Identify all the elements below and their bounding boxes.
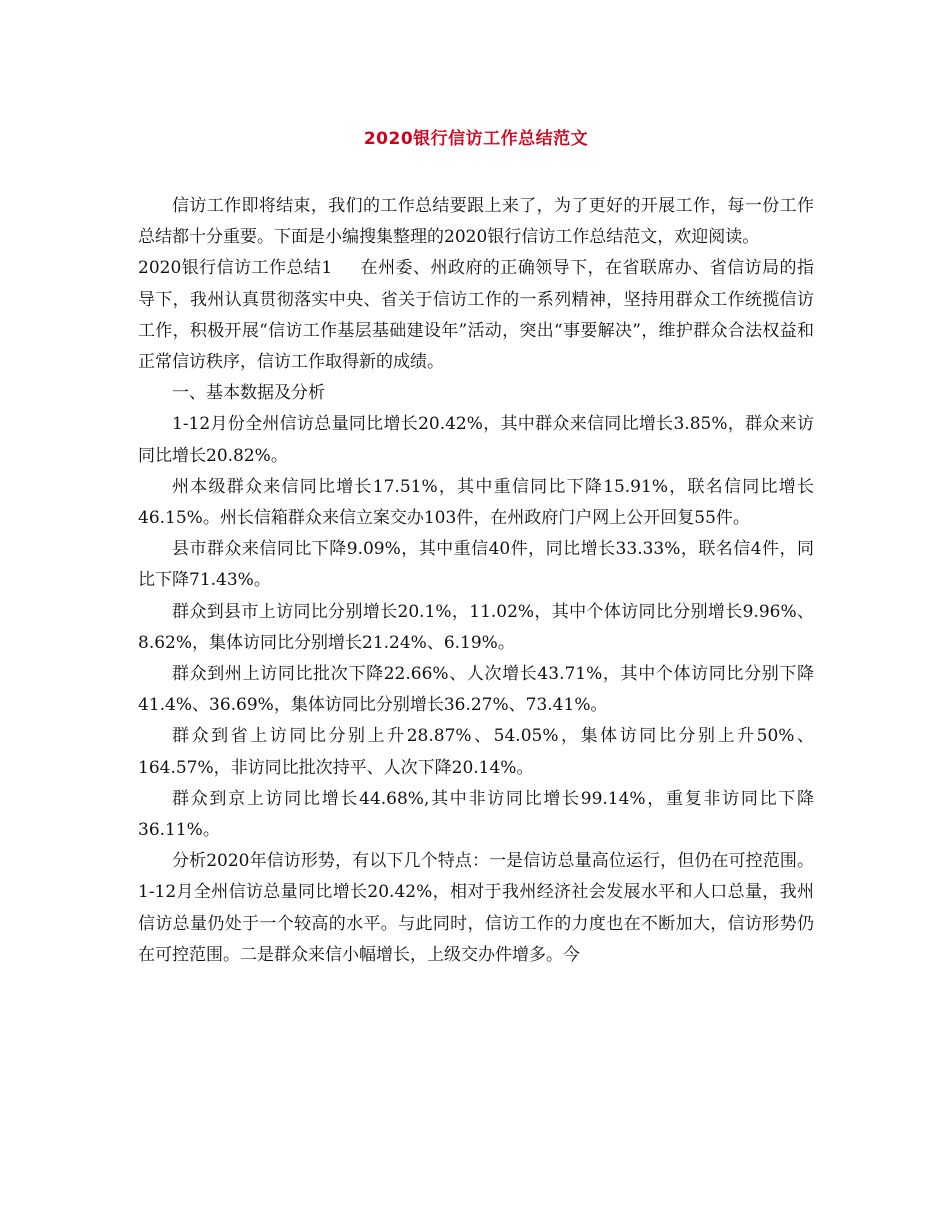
data-paragraph: 群众到省上访同比分别上升28.87%、54.05%，集体访同比分别上升50%、164.57%，非访同比批次持平、人次下降20.14%。 bbox=[138, 726, 814, 778]
data-paragraph: 群众到县市上访同比分别增长20.1%，11.02%，其中个体访同比分别增长9.96%、8.62%，集体访同比分别增长21.24%、6.19%。 bbox=[138, 601, 814, 653]
data-paragraph: 县市群众来信同比下降9.09%，其中重信40件，同比增长33.33%，联名信4件，同比下降71.43%。 bbox=[138, 539, 814, 591]
intro-paragraph: 信访工作即将结束，我们的工作总结要跟上来了，为了更好的开展工作，每一份工作总结都十分重要。下面是小编搜集整理的2020银行信访工作总结范文，欢迎阅读。 bbox=[138, 196, 814, 248]
analysis-paragraph: 分析2020年信访形势，有以下几个特点：一是信访总量高位运行，但仍在可控范围。1-12月全州信访总量同比增长20.42%，相对于我州经济社会发展水平和人口总量，我州信访总量仍处于一个较高的水平。与此同时，信访工作的力度也在不断加大，信访形势仍在可控范围。二是群众来信小幅增长，上级交办件增多。今 bbox=[138, 851, 814, 965]
document-title: 2020银行信访工作总结范文 bbox=[363, 129, 589, 149]
subheading: 一、基本数据及分析 bbox=[172, 383, 325, 404]
data-paragraph: 群众到京上访同比增长44.68%,其中非访同比增长99.14%，重复非访同比下降36.11%。 bbox=[138, 788, 814, 841]
document-body bbox=[138, 191, 814, 971]
section-text: 在州委、州政府的正确领导下，在省联席办、省信访局的指导下，我州认真贯彻落实中央、省关于信访工作的一系列精神，坚持用群众工作统揽信访工作，积极开展“信访工作基层基础建设年”活动，突出“事要解决”，维护群众合法权益和正常信访秩序，信访工作取得新的成绩。 bbox=[138, 258, 814, 373]
data-paragraph: 1-12月份全州信访总量同比增长20.42%，其中群众来信同比增长3.85%，群众来访同比增长20.82%。 bbox=[138, 414, 814, 466]
data-paragraph: 群众到州上访同比批次下降22.66%、人次增长43.71%，其中个体访同比分别下降41.4%、36.69%，集体访同比分别增长36.27%、73.41%。 bbox=[138, 664, 814, 716]
data-paragraph: 州本级群众来信同比增长17.51%，其中重信同比下降15.91%，联名信同比增长46.15%。州长信箱群众来信立案交办103件，在州政府门户网上公开回复55件。 bbox=[138, 476, 814, 529]
section-heading: 2020银行信访工作总结1 bbox=[138, 258, 333, 279]
section-paragraph bbox=[138, 253, 814, 378]
